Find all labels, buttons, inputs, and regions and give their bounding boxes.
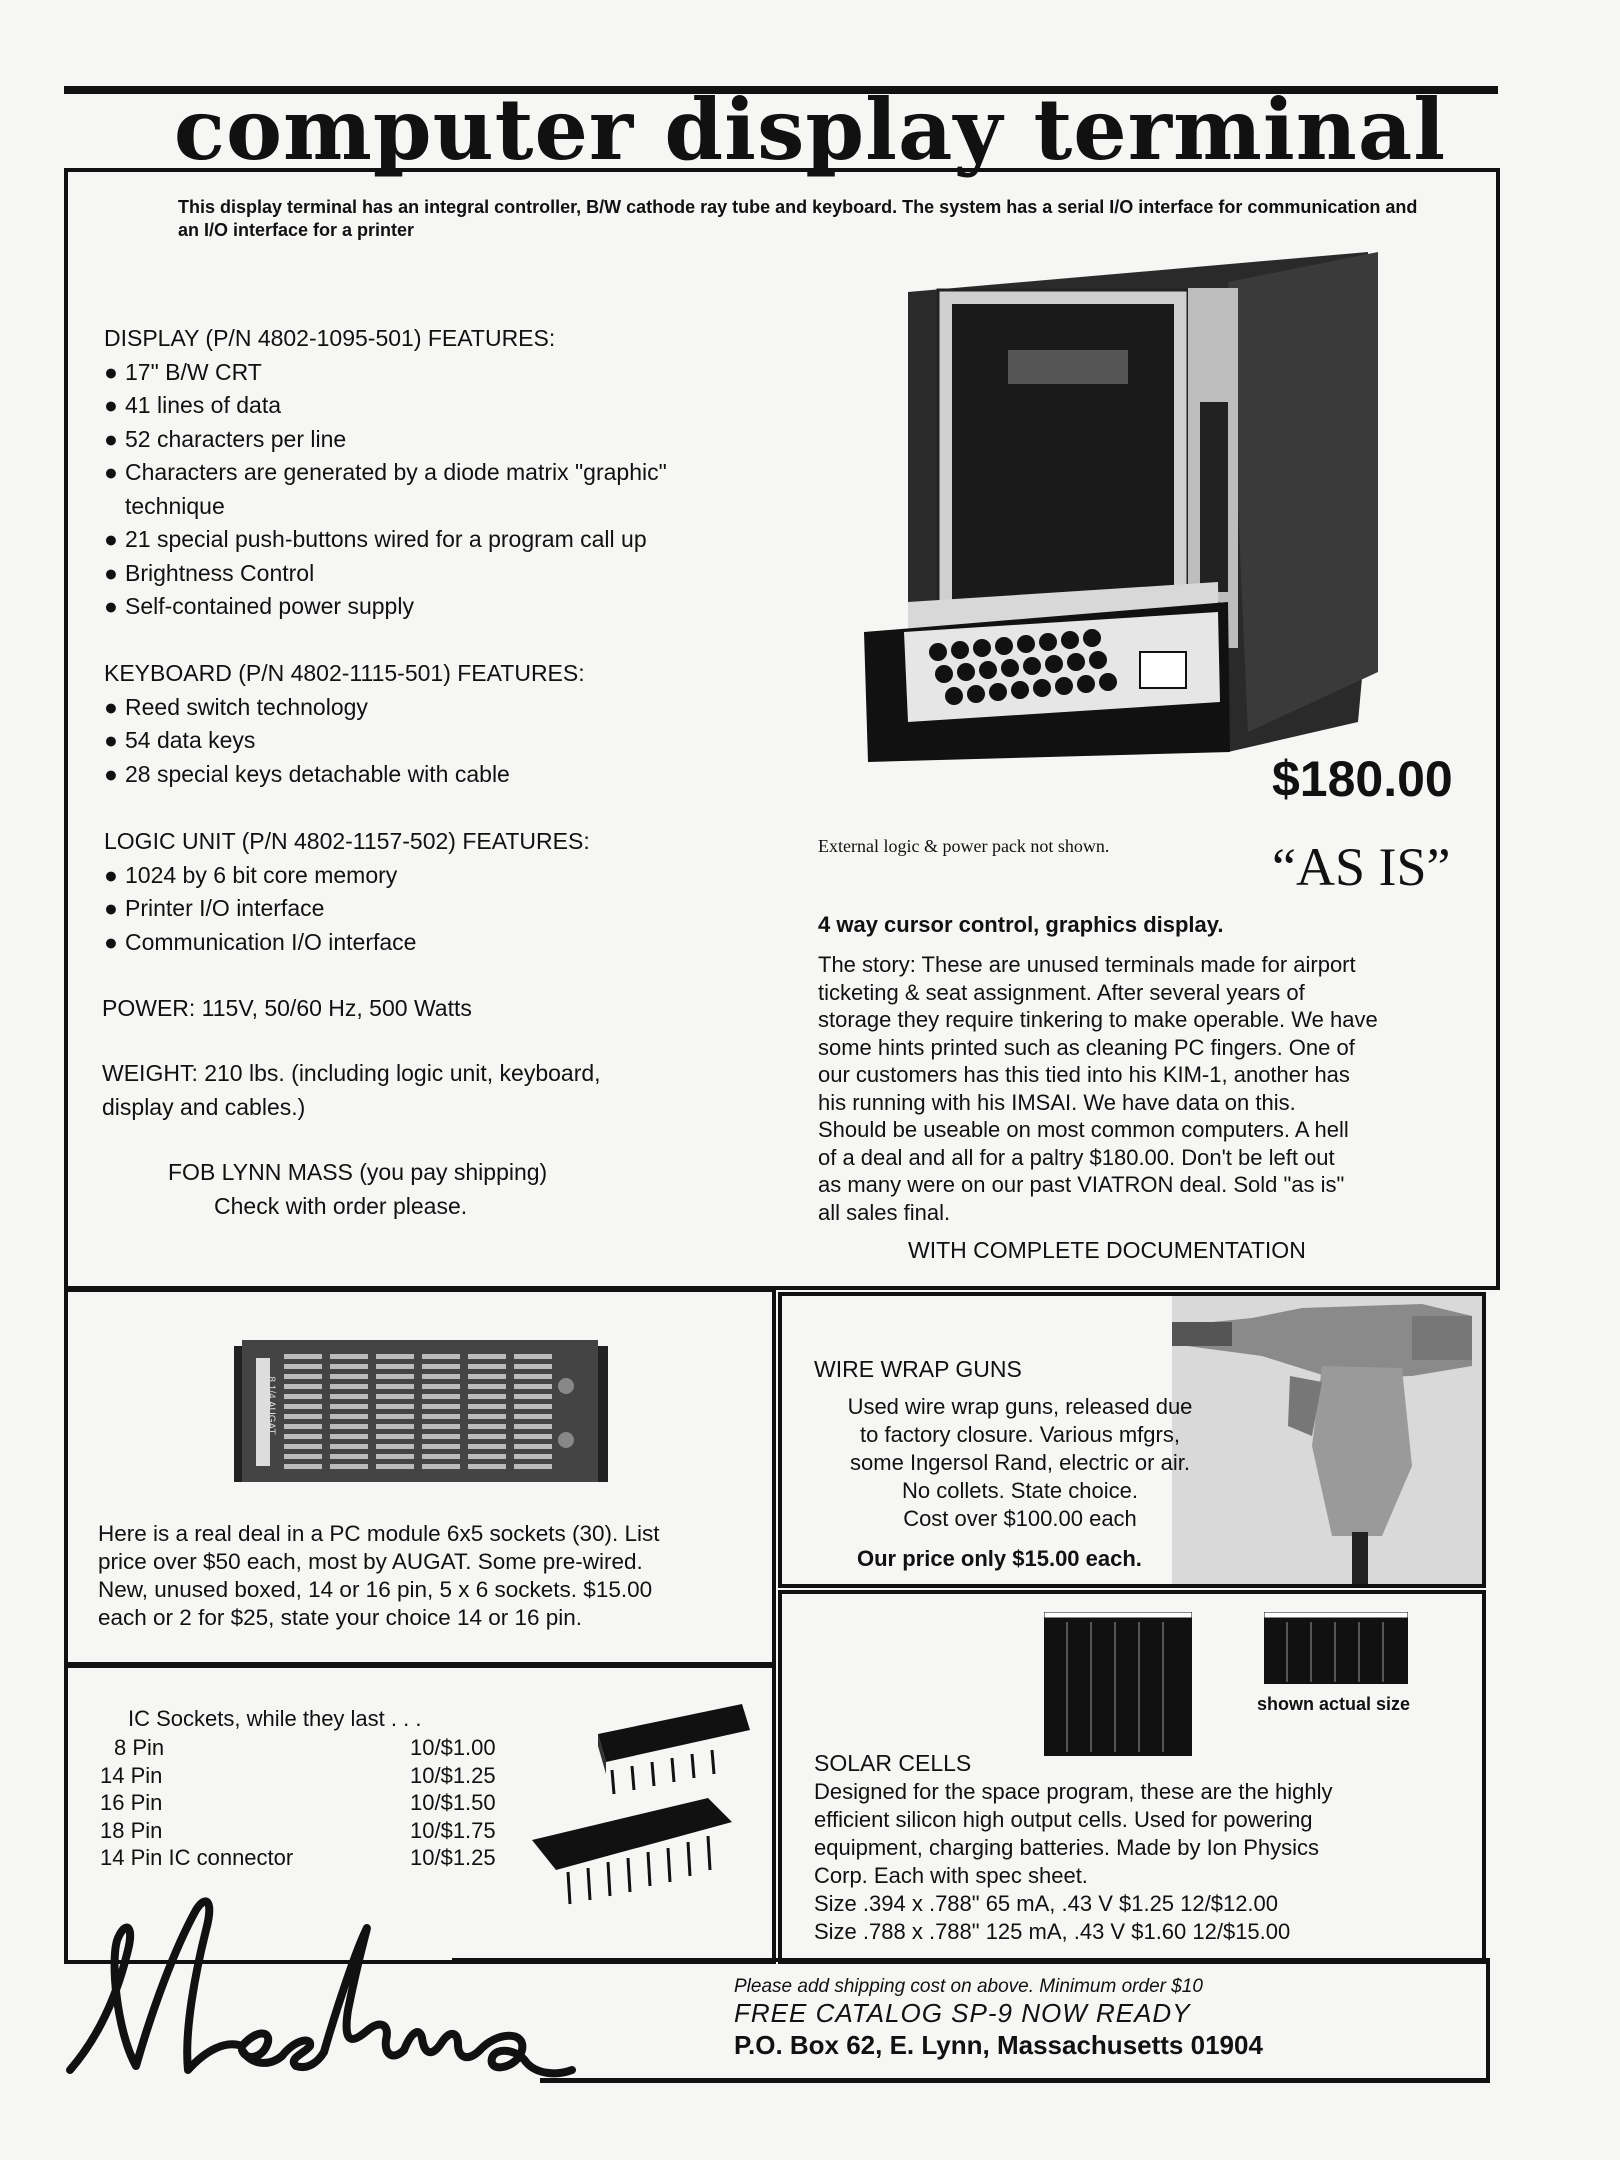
pc-module-photo: [234, 1340, 608, 1488]
ic-sockets-title: IC Sockets, while they last . . .: [128, 1706, 422, 1731]
price-tag: $180.00: [1272, 751, 1453, 807]
documentation-note: WITH COMPLETE DOCUMENTATION: [908, 1237, 1306, 1263]
bullet-icon: ●: [104, 425, 118, 452]
ic-sockets-table: [100, 1734, 496, 1872]
solar-cells-description: Designed for the space program, these are the highly efficient silicon high output cells. Used for powering equipment, charging batteries. Made by Ion Physics Corp. Each with spec sheet. Size .394 x .788" 65 mA, .43 V $1.25 12/$12.00 Size .788 x .788" 125 mA, .43 V $1.60 12/$15.00: [814, 1779, 1333, 1944]
solar-cell-small-image: [1264, 1612, 1408, 1684]
solar-cells-title: SOLAR CELLS: [814, 1750, 972, 1776]
display-features: [104, 322, 784, 624]
catalog-note: FREE CATALOG SP-9 NOW READY: [734, 1998, 1191, 2028]
weight-spec: WEIGHT: 210 lbs. (including logic unit, keyboard, display and cables.): [102, 1060, 601, 1120]
shown-actual-size-label: shown actual size: [1257, 1694, 1411, 1714]
bullet-icon: ●: [104, 928, 118, 955]
display-feature-item: ● 41 lines of data: [104, 389, 784, 423]
story-text: The story: These are unused terminals made for airport ticketing & seat assignment. After several years of storage they require tinkering to make operable. We have some hints printed such as cleaning PC fingers. One of our customers has this tied into his KIM-1, another has his running with his IMSAI. We have data on this. Should be useable on most common computers. A hell of a deal and all for a paltry $180.00. Don't be left out as many were on our past VIATRON deal. Sold "as is" all sales final.: [818, 952, 1378, 1225]
keyboard-features-header: KEYBOARD (P/N 4802-1115-501) FEATURES:: [104, 660, 585, 686]
keyboard-features: [104, 657, 784, 791]
footer-top-rule: [452, 1958, 1490, 1962]
pc-module-description: Here is a real deal in a PC module 6x5 sockets (30). List price over $50 each, most by AUGAT. Some pre-wired. New, unused boxed, 14 or 16 pin, 5 x 6 sockets. $15.00 each or 2 for $25, state your choice 14 or 16 pin.: [98, 1521, 660, 1630]
photo-caption: External logic & power pack not shown.: [818, 836, 1110, 856]
meshna-logo: [56, 1890, 576, 2090]
headline: computer display terminal: [173, 80, 1447, 179]
logic-features-header: LOGIC UNIT (P/N 4802-1157-502) FEATURES:: [104, 828, 590, 854]
keyboard-feature-item: ● 54 data keys: [104, 724, 784, 758]
table-row: 16 Pin 10/$1.50: [100, 1790, 496, 1816]
wire-wrap-description: Used wire wrap guns, released due to factory closure. Various mfgrs, some Ingersol Rand, electric or air. No collets. State choice. Cost over $100.00 each: [847, 1394, 1193, 1531]
bullet-icon: ●: [104, 693, 118, 720]
bullet-icon: ●: [104, 459, 118, 485]
logic-feature-item: ● Printer I/O interface: [104, 892, 784, 926]
wire-wrap-price: Our price only $15.00 each.: [857, 1546, 1142, 1571]
keyboard-feature-item: ● 28 special keys detachable with cable: [104, 758, 784, 792]
bullet-icon: ●: [104, 760, 118, 787]
table-row: 14 Pin IC connector 10/$1.25: [100, 1845, 496, 1871]
fob-note: FOB LYNN MASS (you pay shipping) Check with order please.: [168, 1159, 548, 1219]
pc-module-board-label: 8 1/4 AUGAT: [265, 1376, 277, 1435]
wire-wrap-title: WIRE WRAP GUNS: [814, 1356, 1022, 1382]
intro-text: This display terminal has an integral controller, B/W cathode ray tube and keyboard. The system has a serial I/O interface for communication and an I/O interface for a printer: [178, 197, 1418, 240]
table-row: 18 Pin 10/$1.75: [100, 1817, 496, 1843]
table-row: 8 Pin 10/$1.00: [114, 1735, 496, 1760]
solar-cell-large-image: [1044, 1612, 1192, 1756]
logic-features: [104, 825, 784, 959]
footer-right-rule: [1486, 1958, 1490, 2082]
bullet-icon: ●: [104, 861, 118, 888]
as-is-label: “AS IS”: [1272, 837, 1451, 897]
display-feature-item: ● 17" B/W CRT: [104, 356, 784, 390]
logic-feature-item: ● 1024 by 6 bit core memory: [104, 859, 784, 893]
display-feature-item: ● Self-contained power supply: [104, 590, 784, 624]
shipping-note: Please add shipping cost on above. Minimum order $10: [734, 1976, 1203, 1997]
power-spec: POWER: 115V, 50/60 Hz, 500 Watts: [102, 995, 472, 1021]
table-row: 14 Pin 10/$1.25: [100, 1762, 496, 1788]
display-feature-item: ● Brightness Control: [104, 557, 784, 591]
display-features-header: DISPLAY (P/N 4802-1095-501) FEATURES:: [104, 325, 556, 351]
bullet-icon: ●: [104, 392, 118, 418]
bullet-icon: ●: [104, 559, 118, 586]
display-feature-item: ● 21 special push-buttons wired for a program call up: [104, 523, 784, 557]
bullet-icon: ●: [104, 593, 118, 619]
bullet-icon: ●: [104, 358, 118, 385]
cursor-control-line: 4 way cursor control, graphics display.: [818, 912, 1224, 937]
ic-socket-photo: [522, 1690, 752, 1920]
display-feature-item-continued: technique: [125, 492, 225, 519]
display-feature-item: ● 52 characters per line: [104, 423, 784, 457]
bullet-icon: ●: [104, 727, 118, 753]
mailing-address: P.O. Box 62, E. Lynn, Massachusetts 01904: [734, 2030, 1263, 2060]
bullet-icon: ●: [104, 526, 118, 552]
footer-bottom-rule: [540, 2078, 1490, 2083]
logic-feature-item: ● Communication I/O interface: [104, 926, 784, 960]
keyboard-feature-item: ● Reed switch technology: [104, 691, 784, 725]
display-feature-item: ● Characters are generated by a diode matrix "graphic": [104, 456, 784, 490]
bullet-icon: ●: [104, 895, 118, 921]
terminal-photo: [848, 252, 1388, 792]
